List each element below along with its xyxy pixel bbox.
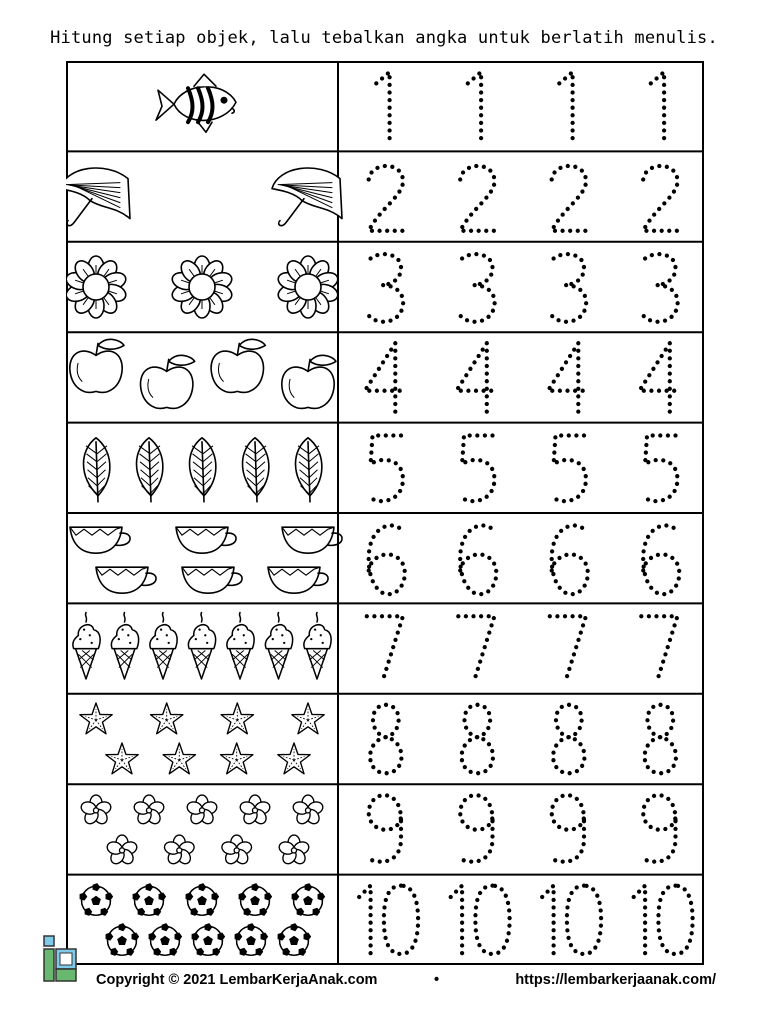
trace-digit[interactable]: [365, 343, 407, 411]
trace-digit-value: 5: [568, 467, 570, 469]
leaf-icon: [190, 438, 216, 502]
object-group-4: [70, 339, 336, 408]
object-group-10: [80, 883, 326, 956]
trace-digit-value: 1: [660, 106, 661, 108]
worksheet-table: [66, 61, 704, 965]
starfish-icon: [80, 703, 112, 734]
trace-digit-value: 9: [385, 829, 387, 831]
teacup-icon: [96, 567, 156, 593]
trace-digit-value: 10: [385, 919, 388, 921]
soccer-ball-icon: [106, 923, 140, 956]
trace-digit-value: 1: [568, 106, 570, 108]
soccer-ball-icon: [133, 883, 167, 916]
trace-digit-value: 8: [660, 739, 661, 740]
teacup-icon: [176, 527, 236, 553]
soccer-ball-icon: [80, 883, 114, 916]
trace-digit[interactable]: [643, 525, 679, 594]
trace-digit[interactable]: [369, 525, 405, 594]
blossom-icon: [220, 835, 253, 866]
teacup-icon: [70, 527, 130, 553]
trace-digit-value: 6: [568, 558, 570, 560]
starfish-icon: [292, 703, 324, 734]
trace-digit-value: 7: [385, 648, 387, 650]
trace-digit-value: 10: [477, 919, 479, 921]
trace-digit[interactable]: [468, 72, 481, 140]
soccer-ball-icon: [292, 883, 326, 916]
trace-digit[interactable]: [370, 705, 401, 773]
soccer-ball-icon: [192, 923, 226, 956]
starfish-icon: [163, 743, 195, 774]
trace-digit[interactable]: [460, 254, 494, 322]
trace-digit-value: 7: [477, 648, 478, 650]
trace-digit[interactable]: [369, 436, 403, 502]
trace-digit-value: 8: [385, 739, 387, 740]
trace-digit[interactable]: [359, 886, 418, 954]
starfish-icon: [221, 743, 253, 774]
object-group-5: [84, 438, 322, 502]
trace-digit[interactable]: [552, 436, 586, 502]
trace-digit[interactable]: [369, 795, 401, 861]
trace-digit[interactable]: [643, 795, 675, 861]
trace-digit[interactable]: [550, 616, 586, 683]
soccer-ball-icon: [149, 923, 183, 956]
trace-digit-value: 4: [385, 377, 387, 379]
umbrella-icon: [272, 168, 342, 226]
teacup-icon: [182, 567, 242, 593]
blossom-icon: [278, 835, 311, 866]
blossom-icon: [186, 795, 219, 826]
trace-digit-value: 5: [385, 467, 387, 469]
starfish-icon: [221, 703, 253, 734]
trace-digit[interactable]: [651, 72, 664, 140]
trace-digit[interactable]: [369, 254, 403, 322]
trace-digit-value: 2: [568, 196, 570, 198]
footer: [96, 972, 716, 994]
soccer-ball-icon: [186, 883, 220, 916]
trace-digit-value: 5: [477, 467, 478, 469]
object-group-6: [70, 527, 342, 593]
trace-digit-value: 3: [477, 287, 478, 288]
apple-icon: [70, 339, 124, 392]
starfish-icon: [278, 743, 310, 774]
apple-icon: [211, 339, 265, 392]
trace-digit-value: 4: [660, 377, 661, 379]
worksheet-instruction: Hitung setiap objek, lalu tebalkan angka untuk berlatih menulis.: [50, 28, 718, 48]
apple-icon: [141, 355, 195, 408]
trace-digit[interactable]: [456, 343, 498, 411]
teacup-icon: [282, 527, 342, 553]
trace-digit[interactable]: [458, 616, 494, 683]
trace-digit[interactable]: [641, 616, 677, 683]
trace-digit-value: 3: [660, 287, 661, 288]
trace-digit[interactable]: [643, 166, 679, 231]
soccer-ball-icon: [278, 923, 312, 956]
blossom-icon: [292, 795, 325, 826]
object-group-7: [73, 613, 331, 680]
trace-digit[interactable]: [548, 343, 590, 411]
trace-digit[interactable]: [645, 705, 676, 773]
ice-cream-icon: [227, 613, 254, 680]
trace-digit[interactable]: [460, 166, 496, 231]
trace-digit-value: 10: [568, 919, 571, 921]
trace-digit-value: 3: [385, 287, 387, 288]
trace-digit[interactable]: [460, 525, 496, 594]
flower-icon: [170, 256, 234, 318]
starfish-icon: [106, 743, 138, 774]
trace-digit-value: 9: [568, 829, 570, 831]
trace-digit-value: 9: [660, 829, 661, 831]
trace-digit[interactable]: [460, 795, 492, 861]
trace-digit-value: 5: [660, 467, 661, 469]
object-group-1: [156, 74, 236, 132]
trace-digit-value: 10: [660, 919, 662, 921]
ice-cream-icon: [188, 613, 215, 680]
object-group-2: [66, 168, 342, 226]
ice-cream-icon: [73, 613, 100, 680]
blossom-icon: [106, 835, 139, 866]
object-group-9: [80, 795, 325, 866]
object-group-8: [80, 703, 324, 774]
trace-digit[interactable]: [559, 72, 572, 140]
object-group-3: [66, 256, 340, 318]
trace-digit[interactable]: [552, 166, 588, 231]
leaf-icon: [243, 438, 269, 502]
trace-digit-value: 7: [660, 648, 661, 650]
trace-digit[interactable]: [643, 436, 677, 502]
flower-icon: [66, 256, 128, 318]
trace-digit-value: 7: [568, 648, 570, 650]
trace-digit-value: 2: [385, 196, 387, 198]
site-link[interactable]: https://lembarkerjaanak.com/: [515, 972, 716, 988]
flower-icon: [276, 256, 340, 318]
starfish-icon: [151, 703, 183, 734]
apple-icon: [282, 355, 336, 408]
trace-digit[interactable]: [639, 343, 681, 411]
trace-digit-value: 4: [477, 377, 478, 379]
trace-digit[interactable]: [451, 886, 510, 954]
ice-cream-icon: [265, 613, 292, 680]
leaf-icon: [137, 438, 163, 502]
soccer-ball-icon: [235, 923, 269, 956]
leaf-icon: [84, 438, 110, 502]
trace-digit[interactable]: [542, 886, 601, 954]
trace-digit-value: 1: [477, 106, 478, 108]
site-logo-icon: [42, 934, 88, 984]
teacup-icon: [268, 567, 328, 593]
trace-digit-value: 9: [477, 829, 478, 831]
trace-digit[interactable]: [462, 705, 493, 773]
trace-digit-value: 2: [660, 196, 661, 198]
leaf-icon: [296, 438, 322, 502]
fish-icon: [156, 74, 236, 132]
worksheet-grid: [66, 61, 704, 965]
trace-digit[interactable]: [376, 72, 389, 140]
trace-digit-value: 6: [385, 558, 387, 560]
trace-digit-value: 8: [568, 739, 570, 740]
trace-digit-value: 6: [477, 558, 478, 560]
blossom-icon: [163, 835, 196, 866]
trace-digit-value: 6: [660, 558, 661, 560]
trace-digit-value: 1: [385, 106, 387, 108]
trace-digit[interactable]: [367, 616, 403, 683]
umbrella-icon: [66, 168, 130, 226]
trace-digit-value: 4: [568, 377, 570, 379]
trace-digit[interactable]: [552, 795, 584, 861]
ice-cream-icon: [111, 613, 138, 680]
trace-digit[interactable]: [369, 166, 405, 231]
copyright-text: Copyright © 2021 LembarKerjaAnak.com: [96, 972, 378, 988]
blossom-icon: [133, 795, 166, 826]
trace-digit-value: 8: [477, 739, 478, 740]
footer-separator: •: [434, 972, 440, 988]
blossom-icon: [80, 795, 113, 826]
ice-cream-icon: [304, 613, 331, 680]
ice-cream-icon: [150, 613, 177, 680]
trace-digit-value: 3: [568, 287, 570, 288]
trace-digit[interactable]: [460, 436, 494, 502]
trace-digit[interactable]: [552, 525, 588, 594]
soccer-ball-icon: [239, 883, 273, 916]
blossom-icon: [239, 795, 272, 826]
trace-digit[interactable]: [643, 254, 677, 322]
trace-digit[interactable]: [552, 254, 586, 322]
trace-digit[interactable]: [634, 886, 693, 954]
trace-digit[interactable]: [553, 705, 584, 773]
trace-digit-value: 2: [477, 196, 478, 198]
